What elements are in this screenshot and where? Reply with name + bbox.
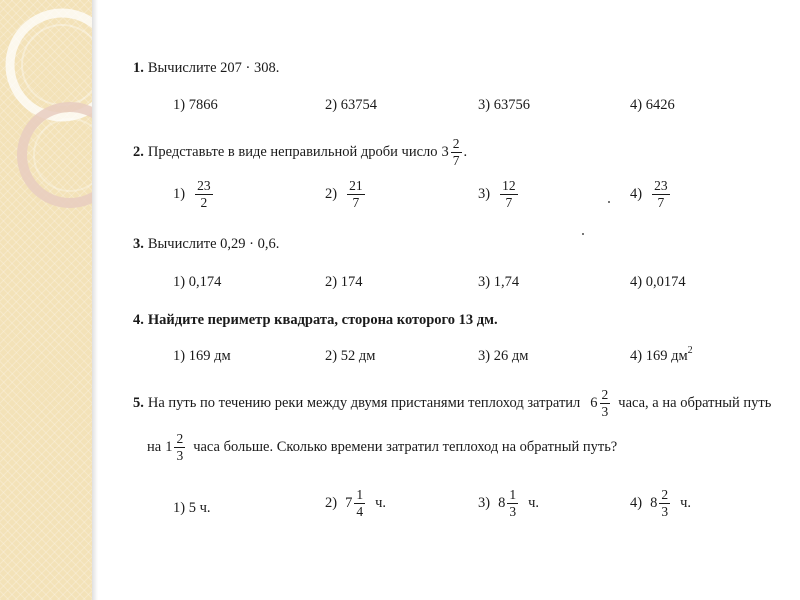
fraction — [354, 488, 365, 519]
question-text: На путь по течению реки между двумя пристанями теплоход затратил — [147, 395, 581, 412]
fraction-denominator: 3 — [509, 504, 517, 520]
option-label: 2) — [325, 186, 338, 203]
option-label: 1) — [173, 186, 186, 203]
answer-option: 3) 63756 — [478, 97, 530, 113]
answer-option: 1) 0,174 — [173, 274, 222, 290]
unit: ч. — [680, 495, 692, 512]
answer-option: 4) 6426 — [630, 97, 675, 113]
fraction-denominator: 7 — [657, 195, 665, 211]
fraction-denominator: 2 — [200, 195, 208, 211]
mixed-whole: 6 — [590, 395, 598, 412]
mixed-whole: 8 — [498, 495, 506, 512]
answer-option: 2) 52 дм — [325, 348, 376, 364]
fraction-numerator: 21 — [347, 179, 365, 195]
mixed-whole: 7 — [345, 495, 353, 512]
fraction-numerator: 23 — [652, 179, 670, 195]
fraction-numerator: 2 — [174, 432, 185, 448]
mixed-whole: 8 — [650, 495, 658, 512]
answer-option — [630, 488, 691, 519]
unit: ч. — [375, 495, 387, 512]
mixed-whole: 1 — [165, 439, 173, 456]
answer-option: 3) 26 дм — [478, 348, 529, 364]
answer-option: 3) 1,74 — [478, 274, 520, 290]
question-number: 5. — [133, 395, 144, 412]
superscript: 2 — [687, 345, 693, 356]
fraction-numerator: 12 — [500, 179, 518, 195]
answer-option: 1) 5 ч. — [173, 500, 211, 516]
fraction-denominator: 3 — [176, 448, 184, 464]
answer-option — [173, 179, 215, 210]
mixed-whole: 3 — [441, 144, 449, 161]
fraction — [507, 488, 518, 519]
question-text: на — [147, 439, 162, 456]
fraction-denominator: 7 — [505, 195, 513, 211]
answer-option: 2) 174 — [325, 274, 363, 290]
question-number: 2. — [133, 144, 144, 161]
fraction-denominator: 4 — [356, 504, 364, 520]
fraction-numerator: 1 — [354, 488, 365, 504]
answer-option — [630, 345, 693, 365]
option-label: 3) — [478, 495, 491, 512]
fraction — [195, 179, 213, 210]
answer-option: 1) 169 дм — [173, 348, 231, 364]
question-5-line-1 — [133, 388, 771, 419]
option-label: 4) — [630, 186, 643, 203]
fraction — [659, 488, 670, 519]
question-4 — [133, 312, 498, 329]
question-text: Вычислите 0,29 · 0,6. — [147, 236, 280, 252]
answer-option — [325, 488, 386, 519]
question-number: 4. — [133, 312, 144, 328]
fraction-numerator: 2 — [451, 137, 462, 153]
fraction-numerator: 2 — [659, 488, 670, 504]
question-text: Представьте в виде неправильной дроби число — [147, 144, 438, 161]
fraction — [500, 179, 518, 210]
fraction — [451, 137, 462, 168]
answer-option — [478, 179, 520, 210]
option-label: 3) — [478, 186, 491, 203]
fraction — [347, 179, 365, 210]
question-text: часа больше. Сколько времени затратил теплоход на обратный путь? — [193, 439, 618, 456]
fraction-denominator: 3 — [601, 404, 609, 420]
fraction-numerator: 1 — [507, 488, 518, 504]
option-text: 4) 169 дм — [630, 348, 688, 364]
question-text: часа, а на обратный путь — [618, 395, 772, 412]
sentence-end: . — [463, 144, 468, 161]
fraction-numerator: 23 — [195, 179, 213, 195]
unit: ч. — [528, 495, 540, 512]
answer-option — [630, 179, 672, 210]
question-5-line-2 — [147, 432, 617, 463]
speck — [582, 233, 584, 235]
question-1 — [133, 60, 279, 77]
option-label: 4) — [630, 495, 643, 512]
fraction — [174, 432, 185, 463]
fraction-numerator: 2 — [600, 388, 611, 404]
answer-option — [325, 179, 367, 210]
answer-option: 4) 0,0174 — [630, 274, 686, 290]
answer-option: 2) 63754 — [325, 97, 377, 113]
answer-option: 1) 7866 — [173, 97, 218, 113]
question-text: Найдите периметр квадрата, сторона которого 13 дм. — [147, 312, 498, 328]
question-number: 1. — [133, 60, 144, 76]
question-2 — [133, 137, 467, 168]
question-3 — [133, 236, 279, 253]
fraction-denominator: 7 — [452, 153, 460, 169]
fraction-denominator: 3 — [661, 504, 669, 520]
fraction — [600, 388, 611, 419]
question-number: 3. — [133, 236, 144, 252]
fraction-denominator: 7 — [352, 195, 360, 211]
option-label: 2) — [325, 495, 338, 512]
answer-option — [478, 488, 539, 519]
fraction — [652, 179, 670, 210]
speck — [608, 201, 610, 203]
question-text: Вычислите 207 · 308. — [147, 60, 280, 76]
